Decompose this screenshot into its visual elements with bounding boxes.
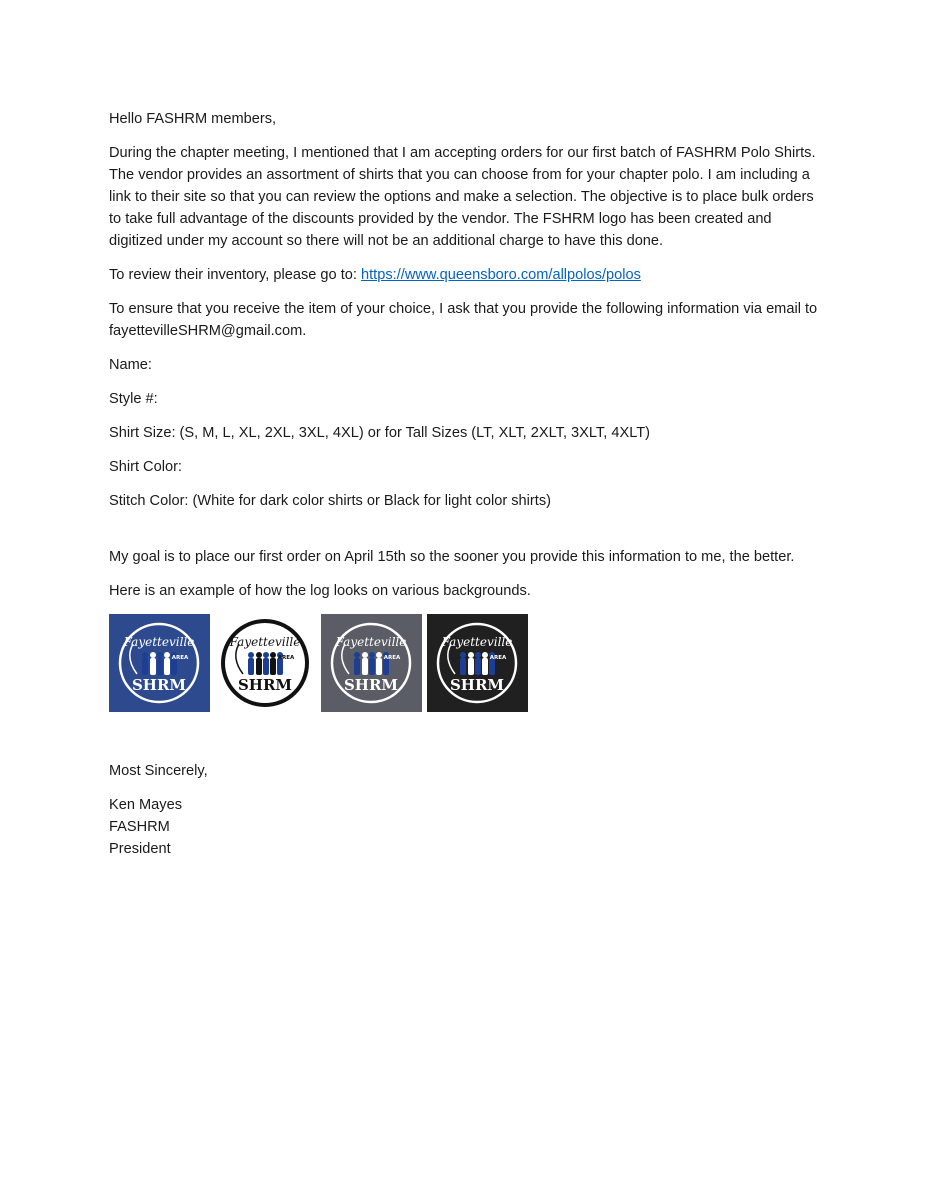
- intro-paragraph: During the chapter meeting, I mentioned that I am accepting orders for our first batch of FASHRM Polo Shirts. The vendor provides an assortment of shirts that you can choose from for your chapter polo. I am including a link to their site so that you can review the options and make a selection. The objective is to place bulk orders to take full advantage of the discounts provided by the vendor. The FSHRM logo has been created and digitized under my account so there will not be an additional charge to have this done.: [109, 145, 816, 249]
- svg-text:AREA: AREA: [277, 655, 295, 661]
- logo-on-black: [427, 614, 528, 712]
- field-stitch: Stitch Color: (White for dark color shirts or Black for light color shirts): [109, 493, 551, 509]
- goal-paragraph: My goal is to place our first order on April 15th so the sooner you provide this information to me, the better.: [109, 549, 795, 565]
- svg-text:SHRM: SHRM: [131, 676, 187, 694]
- svg-text:SHRM: SHRM: [449, 676, 505, 694]
- example-intro: Here is an example of how the log looks on various backgrounds.: [109, 583, 531, 599]
- logo-on-white: [215, 614, 316, 712]
- greeting: Hello FASHRM members,: [109, 111, 277, 127]
- svg-text:AREA: AREA: [171, 655, 189, 661]
- svg-text:SHRM: SHRM: [237, 676, 293, 694]
- svg-text:Fayetteville: Fayetteville: [229, 635, 301, 649]
- request-paragraph: To ensure that you receive the item of your choice, I ask that you provide the following information via email to fayettevilleSHRM@gmail.com.: [109, 301, 818, 339]
- closing: Most Sincerely,: [109, 763, 208, 779]
- field-name: Name:: [109, 357, 152, 373]
- shrm-logo-mark: [215, 614, 316, 712]
- svg-text:SHRM: SHRM: [343, 676, 399, 694]
- svg-text:Fayetteville: Fayetteville: [335, 635, 407, 649]
- svg-text:AREA: AREA: [489, 655, 507, 661]
- letter-body: [109, 108, 819, 860]
- shrm-logo-mark: [321, 614, 422, 712]
- logo-examples: [109, 614, 819, 712]
- signature-title: President: [109, 841, 171, 857]
- signature-org: FASHRM: [109, 819, 170, 835]
- logo-on-gray: [321, 614, 422, 712]
- field-style: Style #:: [109, 391, 158, 407]
- svg-text:AREA: AREA: [383, 655, 401, 661]
- shrm-logo-mark: [109, 614, 210, 712]
- svg-text:Fayetteville: Fayetteville: [441, 635, 513, 649]
- field-size: Shirt Size: (S, M, L, XL, 2XL, 3XL, 4XL) or for Tall Sizes (LT, XLT, 2XLT, 3XLT, 4XLT): [109, 425, 650, 441]
- logo-on-blue: [109, 614, 210, 712]
- vendor-link[interactable]: https://www.queensboro.com/allpolos/polos: [361, 267, 641, 283]
- inventory-prefix: To review their inventory, please go to:: [109, 267, 362, 283]
- field-color: Shirt Color:: [109, 459, 182, 475]
- inventory-paragraph: [109, 264, 819, 286]
- shrm-logo-mark: [427, 614, 528, 712]
- signature-name: Ken Mayes: [109, 797, 183, 813]
- svg-text:Fayetteville: Fayetteville: [123, 635, 195, 649]
